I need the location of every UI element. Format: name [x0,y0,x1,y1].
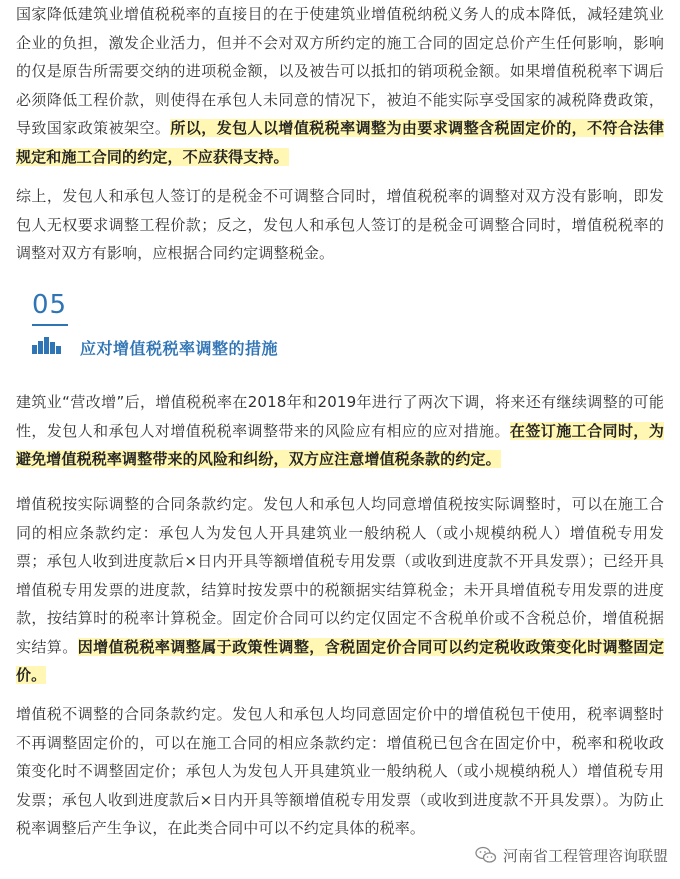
paragraph-5-text: 增值税不调整的合同条款约定。发包人和承包人均同意固定价中的增值税包干使用，税率调整时不再调整固定价的，可以在施工合同的相应条款约定：增值税已包含在固定价中，税率和税收政策变化时不调整固定价；承包人为发包人开具建筑业一般纳税人（或小规模纳税人）增值税专用发票；承包人收到进度款后×日内开具等额增值税专用发票（或收到进度款不开具发票）。为防止税率调整后产生争议，在此类合同中可以不约定具体的税率。 [16,705,664,837]
paragraph-2 [16,182,664,268]
paragraph-5 [16,700,664,843]
paragraph-1-highlight: 所以，发包人以增值税税率调整为由要求调整含税固定价的，不符合法律规定和施工合同的约定，不应获得支持。 [16,119,664,166]
paragraph-3 [16,388,664,474]
paragraph-3-text: 建筑业“营改增”后，增值税税率在2018年和2019年进行了两次下调，将来还有继续调整的可能性，发包人和承包人对增值税税率调整带来的风险应有相应的应对措施。 [16,393,664,440]
paragraph-4-highlight: 因增值税税率调整属于政策性调整，含税固定价合同可以约定税收政策变化时调整固定价。 [16,637,664,684]
paragraph-2-text: 综上，发包人和承包人签订的是税金不可调整合同时，增值税税率的调整对双方没有影响，即发包人无权要求调整工程价款；反之，发包人和承包人签订的是税金可调整合同时，增值税税率的调整对双方有影响，应根据合同约定调整税金。 [16,187,664,262]
paragraph-4-text: 增值税按实际调整的合同条款约定。发包人和承包人均同意增值税按实际调整时，可以在施工合同的相应条款约定：承包人为发包人开具建筑业一般纳税人（或小规模纳税人）增值税专用发票；承包人收到进度款后×日内开具等额增值税专用发票（或收到进度款不开具发票）；已经开具增值税专用发票的进度款，结算时按发票中的税额据实结算税金；未开具增值税专用发票的进度款，按结算时的税率计算税金。固定价合同可以约定仅固定不含税单价或不含税总价，增值税据实结算。 [16,495,664,656]
paragraph-3-highlight: 在签订施工合同时，为避免增值税税率调整带来的风险和纠纷，双方应注意增值税条款的约定。 [16,421,664,468]
paragraph-1 [16,0,664,171]
wechat-icon [475,846,497,864]
section-heading [32,290,432,360]
bar-chart-icon [32,336,62,354]
paragraph-1-text: 国家降低建筑业增值税税率的直接目的在于使建筑业增值税纳税义务人的成本降低，减轻建筑业企业的负担，激发企业活力，但并不会对双方所约定的施工合同的固定总价产生任何影响，影响的仅是原告所需要交纳的进项税金额，以及被告可以抵扣的销项税金额。如果增值税税率下调后必须降低工程价款，则使得在承包人未同意的情况下，被迫不能实际享受国家的减税降费政策，导致国家政策被架空。 [16,5,664,137]
section-title: 应对增值税税率调整的措施 [80,339,279,358]
section-number: 05 [32,290,68,320]
watermark [475,843,668,867]
section-number-underline [32,324,68,326]
paragraph-4 [16,490,664,690]
watermark-text: 河南省工程管理咨询联盟 [502,846,668,865]
